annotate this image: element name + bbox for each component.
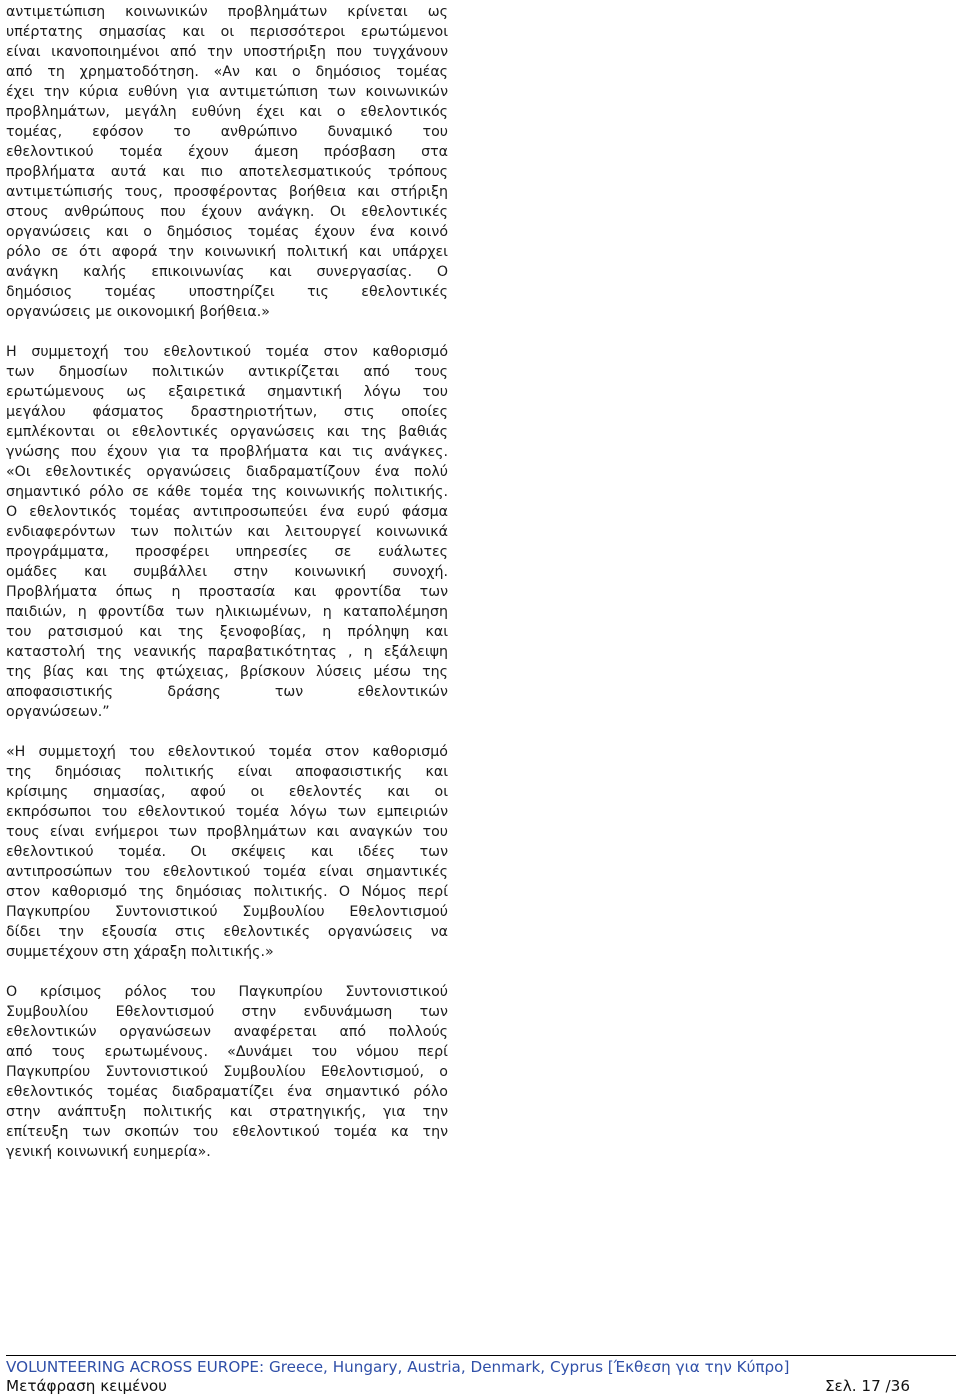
paragraph-1 <box>6 2 448 322</box>
text-line: κρίσιμης σημασίας, αφού οι εθελοντές και οι <box>6 784 448 800</box>
text-line: «Οι εθελοντικές οργανώσεις διαδραματίζουν ένα πολύ <box>6 464 448 480</box>
text-line: των δημοσίων πολιτικών αντικρίζεται από τους <box>6 364 448 380</box>
paragraph-2 <box>6 342 448 722</box>
text-line: αποφασιστικής δράσης των εθελοντικών <box>6 684 448 700</box>
text-line: ερωτώμενους ως εξαιρετικά σημαντική λόγω του <box>6 384 448 400</box>
text-line: εθελοντικών οργανώσεων αναφέρεται από πολλούς <box>6 1024 448 1040</box>
text-line: «Η συμμετοχή του εθελοντικού τομέα στον καθορισμό <box>6 744 448 760</box>
text-line: οργανώσεις και ο δημόσιος τομέας έχουν ένα κοινό <box>6 224 448 240</box>
text-line: τομέας, εφόσον το ανθρώπινο δυναμικό του <box>6 124 448 140</box>
text-line: από τους ερωτωμένους. «Δυνάμει του νόμου περί <box>6 1044 448 1060</box>
text-line: στον καθορισμό της δημόσιας πολιτικής. Ο Νόμος περί <box>6 884 448 900</box>
text-line: γενική κοινωνική ευημερία». <box>6 1144 211 1160</box>
text-line: Παγκυπρίου Συντονιστικού Συμβουλίου Εθελοντισμού, ο <box>6 1064 448 1080</box>
page-number: Σελ. 17 /36 <box>824 1377 910 1395</box>
text-line: προγράμματα, προσφέρει υπηρεσίες σε ευάλωτες <box>6 544 448 560</box>
text-line: είναι ικανοποιημένοι από την υποστήριξη που τυγχάνουν <box>6 44 448 60</box>
text-line: στην ανάπτυξη πολιτικής και στρατηγικής, για την <box>6 1104 448 1120</box>
text-line: αντιπροσώπων του εθελοντικού τομέα είναι σημαντικές <box>6 864 448 880</box>
text-line: Παγκυπρίου Συντονιστικού Συμβουλίου Εθελοντισμού <box>6 904 448 920</box>
text-line: εθελοντικός τομέας διαδραματίζει ένα σημαντικό ρόλο <box>6 1084 448 1100</box>
text-line: Συμβουλίου Εθελοντισμού στην ενδυνάμωση των <box>6 1004 448 1020</box>
text-line: ανάγκη καλής επικοινωνίας και συνεργασίας. Ο <box>6 264 448 280</box>
text-line: συμμετέχουν στη χάραξη πολιτικής.» <box>6 944 274 960</box>
text-line: από τη χρηματοδότηση. «Αν και ο δημόσιος τομέας <box>6 64 448 80</box>
text-line: αντιμετώπισής τους, προσφέροντας βοήθεια και στήριξη <box>6 184 448 200</box>
paragraph-3 <box>6 742 448 962</box>
text-line: εκπρόσωποι του εθελοντικού τομέα λόγω των εμπειριών <box>6 804 448 820</box>
paragraph-spacer <box>6 722 448 742</box>
page-footer <box>6 1355 956 1396</box>
text-line: ομάδες και συμβάλλει στην κοινωνική συνοχή. <box>6 564 448 580</box>
paragraph-4 <box>6 982 448 1162</box>
text-line: στους ανθρώπους που έχουν ανάγκη. Οι εθελοντικές <box>6 204 448 220</box>
text-line: εθελοντικού τομέα. Οι σκέψεις και ιδέες των <box>6 844 448 860</box>
text-line: γνώσης που έχουν για τα προβλήματα και τις ανάγκες. <box>6 444 448 460</box>
text-line: Ο κρίσιμος ρόλος του Παγκυπρίου Συντονιστικού <box>6 984 448 1000</box>
text-line: εμπλέκονται οι εθελοντικές οργανώσεις και της βαθιάς <box>6 424 448 440</box>
text-line: τους είναι ενήμεροι των προβλημάτων και αναγκών του <box>6 824 448 840</box>
text-line: καταστολή της νεανικής παραβατικότητας , η εξάλειψη <box>6 644 448 660</box>
footer-title: VOLUNTEERING ACROSS EUROPE: Greece, Hungary, Austria, Denmark, Cyprus [Έκθεση για την Κύπρο] <box>6 1358 790 1376</box>
text-line: προβλήματα αυτά και πιο αποτελεσματικούς τρόπους <box>6 164 448 180</box>
paragraph-spacer <box>6 322 448 342</box>
text-line: επίτευξη των σκοπών του εθελοντικού τομέα κα την <box>6 1124 448 1140</box>
text-line: Ο εθελοντικός τομέας αντιπροσωπεύει ένα ευρύ φάσμα <box>6 504 448 520</box>
footer-subtitle: Μετάφραση κειμένου <box>6 1377 167 1395</box>
text-line: έχει την κύρια ευθύνη για αντιμετώπιση των κοινωνικών <box>6 84 448 100</box>
text-line: εθελοντικού τομέα έχουν άμεση πρόσβαση στα <box>6 144 448 160</box>
text-line: μεγάλου φάσματος δραστηριοτήτων, στις οποίες <box>6 404 448 420</box>
text-line: Η συμμετοχή του εθελοντικού τομέα στον καθορισμό <box>6 344 448 360</box>
text-line: του ρατσισμού και της ξενοφοβίας, η πρόληψη και <box>6 624 448 640</box>
text-line: της βίας και της φτώχειας, βρίσκουν λύσεις μέσω της <box>6 664 448 680</box>
document-body <box>6 2 448 1162</box>
text-line: Προβλήματα όπως η προστασία και φροντίδα των <box>6 584 448 600</box>
text-line: ενδιαφερόντων των πολιτών και λειτουργεί κοινωνικά <box>6 524 448 540</box>
text-line: σημαντικό ρόλο σε κάθε τομέα της κοινωνικής πολιτικής. <box>6 484 448 500</box>
text-line: υπέρτατης σημασίας και οι περισσότεροι ερωτώμενοι <box>6 24 448 40</box>
text-line: προβλημάτων, μεγάλη ευθύνη έχει και ο εθελοντικός <box>6 104 448 120</box>
text-line: δίδει την εξουσία στις εθελοντικές οργανώσεις να <box>6 924 448 940</box>
text-line: δημόσιος τομέας υποστηρίζει τις εθελοντικές <box>6 284 448 300</box>
footer-row <box>6 1377 956 1396</box>
text-line: ρόλο σε ότι αφορά την κοινωνική πολιτική και υπάρχει <box>6 244 448 260</box>
paragraph-spacer <box>6 962 448 982</box>
text-line: της δημόσιας πολιτικής είναι αποφασιστικής και <box>6 764 448 780</box>
text-line: παιδιών, η φροντίδα των ηλικιωμένων, η καταπολέμηση <box>6 604 448 620</box>
text-line: οργανώσεις με οικονομική βοήθεια.» <box>6 304 270 320</box>
text-line: αντιμετώπιση κοινωνικών προβλημάτων κρίνεται ως <box>6 4 448 20</box>
text-line: οργανώσεων.” <box>6 704 110 720</box>
